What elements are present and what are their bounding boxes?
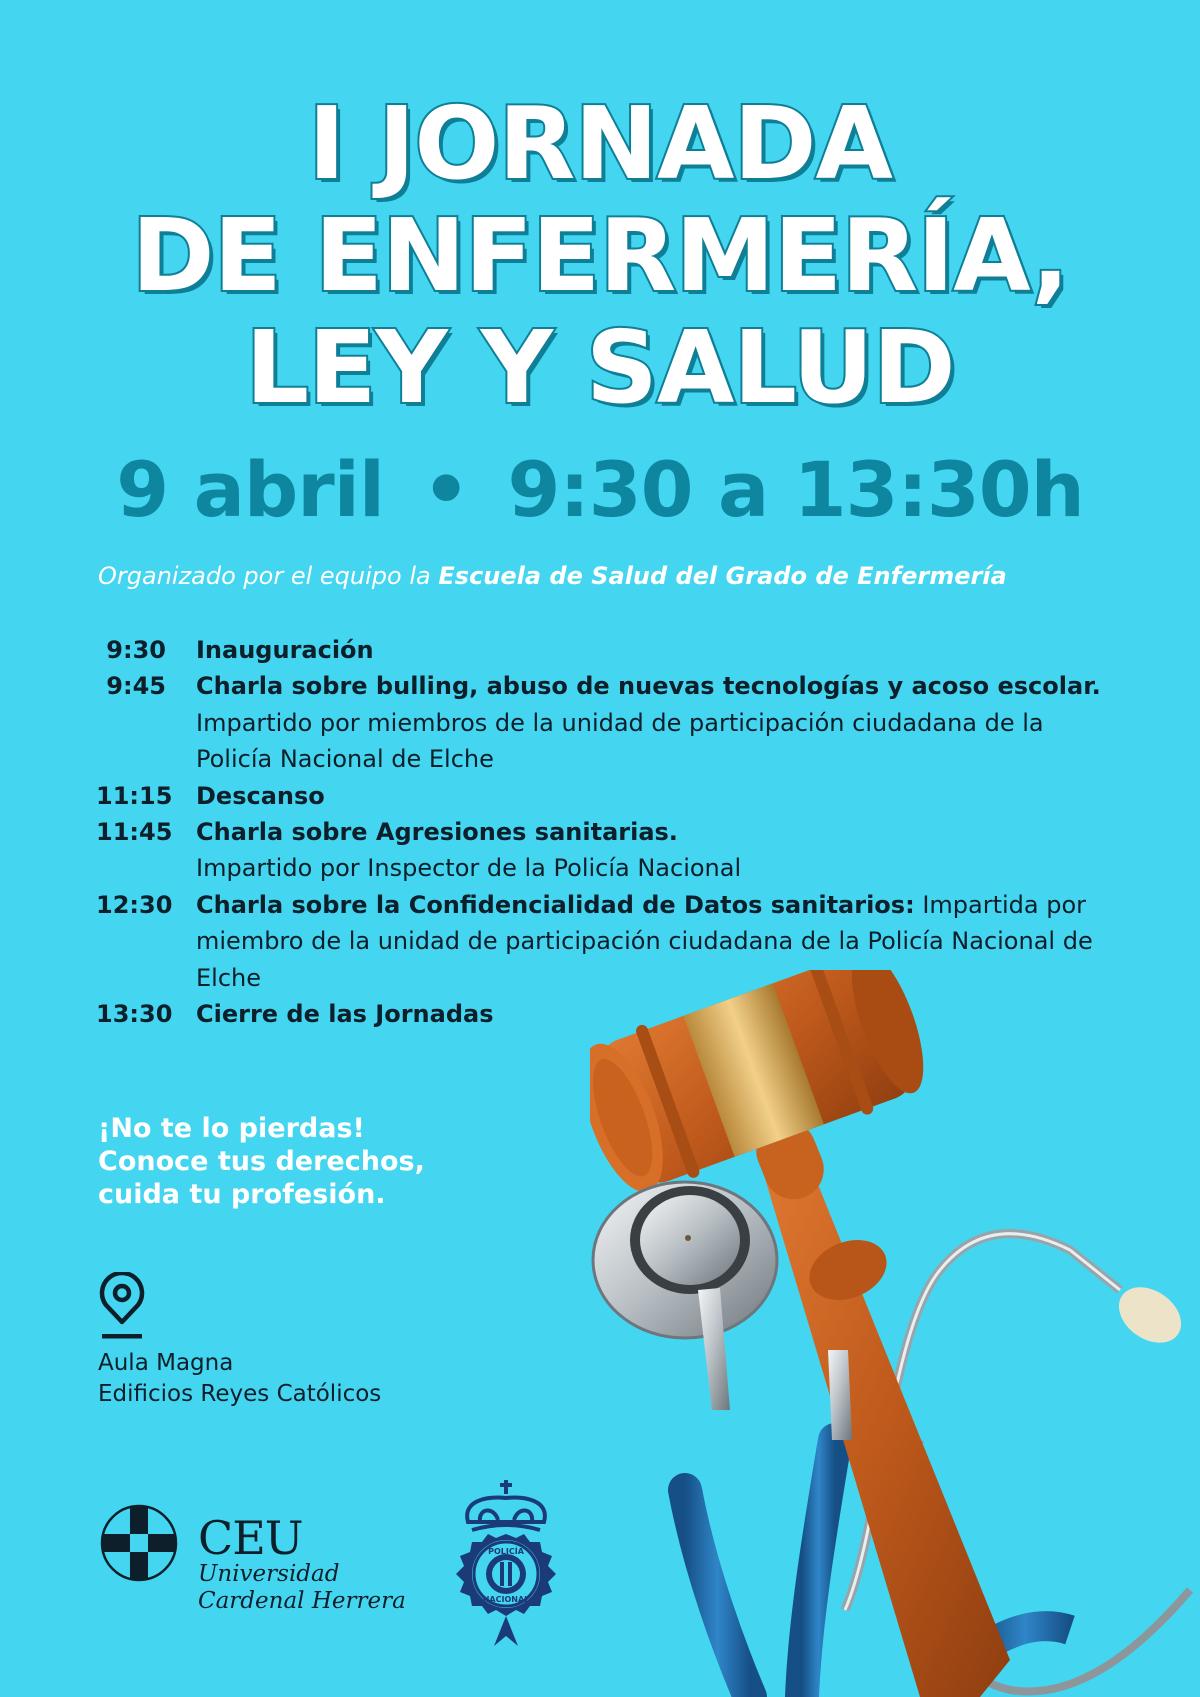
gavel-stethoscope-illustration	[590, 970, 1200, 1697]
tagline	[98, 1112, 425, 1211]
schedule-time: 9:45	[106, 672, 166, 701]
tagline-line-3: cuida tu profesión.	[98, 1179, 386, 1210]
ceu-university-line-2: Cardenal Herrera	[198, 1588, 406, 1614]
schedule-details: Impartido por miembros de la unidad de participación ciudadana de la Policía Nacional de Elche	[196, 708, 1044, 774]
ceu-brand: CEU	[198, 1511, 303, 1565]
poster-title	[0, 85, 1200, 426]
event-date: 9 abril	[116, 445, 384, 534]
venue-building: Edificios Reyes Católicos	[98, 1381, 382, 1407]
ceu-wordmark	[198, 1511, 406, 1615]
schedule-details: Impartida por miembro de la unidad de participación ciudadana de la Policía Nacional de Elche	[196, 890, 1093, 992]
schedule-time: 12:30	[96, 890, 173, 919]
title-line-3: LEY Y SALUD	[245, 309, 955, 426]
schedule-time: 13:30	[96, 1000, 173, 1029]
schedule-title: Charla sobre la Confidencialidad de Datos sanitarios:	[196, 890, 915, 919]
ceu-university-line-1: Universidad	[198, 1561, 340, 1587]
schedule-details: Impartido por Inspector de la Policía Nacional	[196, 854, 742, 883]
venue-room: Aula Magna	[98, 1350, 234, 1376]
title-line-2: DE ENFERMERÍA,	[131, 197, 1069, 314]
event-date-time	[0, 440, 1200, 540]
schedule-time: 9:30	[106, 636, 166, 664]
organizer-name: Escuela de Salud del Grado de Enfermería	[438, 562, 1007, 590]
schedule-title: Inauguración	[196, 636, 374, 664]
schedule-title: Charla sobre Agresiones sanitarias.	[196, 818, 678, 847]
schedule-item	[96, 668, 1126, 777]
policia-nacional-badge-icon	[444, 1476, 568, 1648]
schedule-item	[96, 632, 1126, 668]
schedule-item	[96, 778, 1126, 814]
tagline-line-2: Conoce tus derechos,	[98, 1146, 425, 1177]
schedule-title: Charla sobre bulling, abuso de nuevas tecnologías y acoso escolar.	[196, 672, 1101, 701]
event-time-range: 9:30 a 13:30h	[507, 445, 1084, 534]
svg-text:POLICÍA: POLICÍA	[488, 1547, 524, 1556]
venue	[98, 1348, 381, 1410]
schedule-time: 11:45	[96, 818, 173, 847]
separator-dot: •	[421, 445, 470, 534]
ceu-cross-logo-icon	[100, 1504, 178, 1582]
schedule-item	[96, 814, 1126, 887]
title-line-1: I JORNADA	[308, 85, 892, 202]
location-pin-icon	[96, 1272, 148, 1342]
schedule-title: Cierre de las Jornadas	[196, 1000, 494, 1029]
svg-text:NACIONAL: NACIONAL	[482, 1595, 530, 1604]
tagline-line-1: ¡No te lo pierdas!	[98, 1113, 365, 1144]
schedule-title: Descanso	[196, 781, 325, 810]
organizer-prefix: Organizado por el equipo la	[98, 562, 431, 590]
organizer-line	[98, 562, 1118, 590]
schedule-time: 11:15	[96, 781, 173, 810]
